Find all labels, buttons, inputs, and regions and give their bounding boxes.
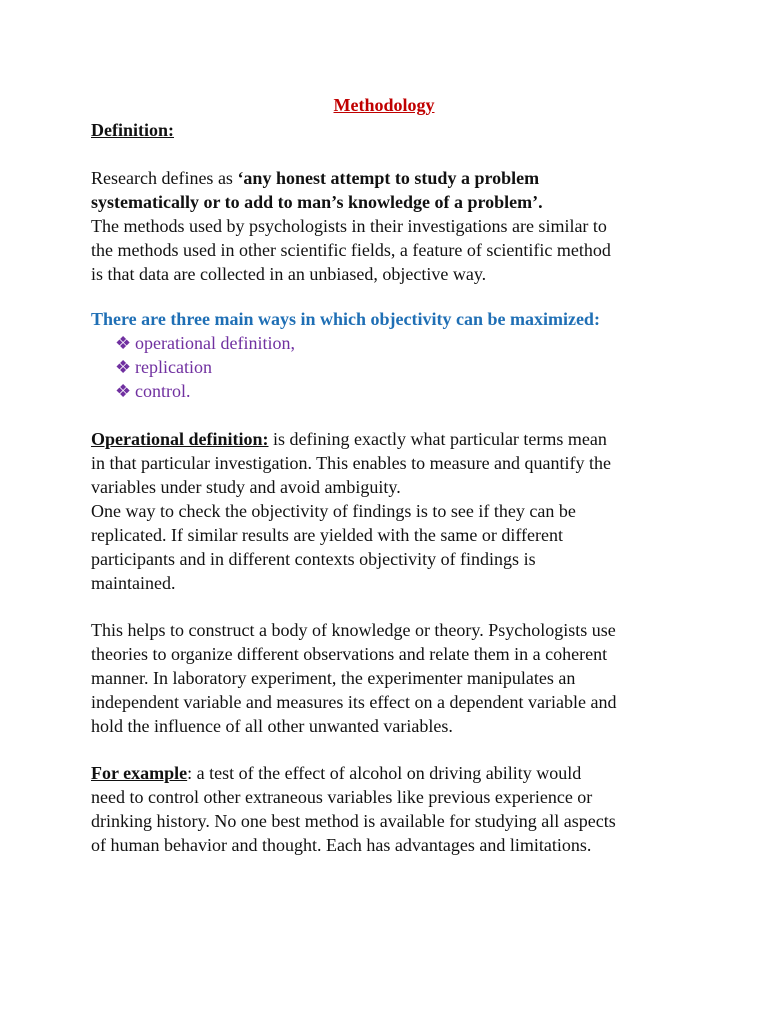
- list-item: [115, 355, 295, 379]
- diamond-clover-bullet-icon: ❖: [115, 333, 132, 353]
- paragraph-line: hold the influence of all other unwanted variables.: [91, 716, 453, 736]
- objectivity-heading: There are three main ways in which objectivity can be maximized:: [91, 309, 600, 329]
- paragraph-line: maintained.: [91, 573, 176, 593]
- objectivity-section: [91, 307, 731, 331]
- paragraph-line-text: : a test of the effect of alcohol on driving ability would: [187, 763, 582, 783]
- definition-paragraph: [91, 166, 731, 286]
- definition-line: [91, 166, 731, 190]
- list-item-label: control.: [135, 381, 191, 401]
- definition-line: the methods used in other scientific fields, a feature of scientific method: [91, 240, 611, 260]
- theory-paragraph: [91, 618, 731, 738]
- paragraph-line: [91, 427, 731, 451]
- paragraph-line: This helps to construct a body of knowledge or theory. Psychologists use: [91, 620, 616, 640]
- definition-heading: Definition:: [91, 120, 174, 140]
- paragraph-line: independent variable and measures its effect on a dependent variable and: [91, 692, 617, 712]
- diamond-clover-bullet-icon: ❖: [115, 381, 132, 401]
- diamond-clover-bullet-icon: ❖: [115, 357, 132, 377]
- paragraph-line: manner. In laboratory experiment, the experimenter manipulates an: [91, 668, 576, 688]
- paragraph-line: [91, 761, 731, 785]
- paragraph-line: variables under study and avoid ambiguity.: [91, 477, 401, 497]
- paragraph-line: theories to organize different observations and relate them in a coherent: [91, 644, 608, 664]
- definition-line: The methods used by psychologists in their investigations are similar to: [91, 216, 607, 236]
- paragraph-line: drinking history. No one best method is available for studying all aspects: [91, 811, 616, 831]
- definition-quote: ‘any honest attempt to study a problem: [237, 168, 540, 188]
- list-item: [115, 331, 295, 355]
- definition-quote: systematically or to add to man’s knowledge of a problem’.: [91, 192, 543, 212]
- paragraph-line-text: is defining exactly what particular terms mean: [268, 429, 607, 449]
- definition-line: is that data are collected in an unbiased, objective way.: [91, 264, 487, 284]
- page-title: Methodology: [333, 95, 435, 115]
- paragraph-line: replicated. If similar results are yielded with the same or different: [91, 525, 563, 545]
- paragraph-line: of human behavior and thought. Each has advantages and limitations.: [91, 835, 592, 855]
- list-item-label: operational definition,: [135, 333, 295, 353]
- paragraph-line: participants and in different contexts objectivity of findings is: [91, 549, 536, 569]
- list-item: [115, 379, 295, 403]
- definition-section: [91, 118, 731, 142]
- example-heading: For example: [91, 763, 188, 783]
- paragraph-line: need to control other extraneous variables like previous experience or: [91, 787, 593, 807]
- operational-definition-heading: Operational definition:: [91, 429, 269, 449]
- list-item-label: replication: [135, 357, 212, 377]
- paragraph-line: One way to check the objectivity of findings is to see if they can be: [91, 501, 576, 521]
- operational-definition-paragraph: [91, 427, 731, 595]
- definition-line: [91, 190, 731, 214]
- definition-line-text: Research defines as: [91, 168, 238, 188]
- paragraph-line: in that particular investigation. This enables to measure and quantify the: [91, 453, 612, 473]
- example-paragraph: [91, 761, 731, 857]
- objectivity-list: [115, 331, 295, 403]
